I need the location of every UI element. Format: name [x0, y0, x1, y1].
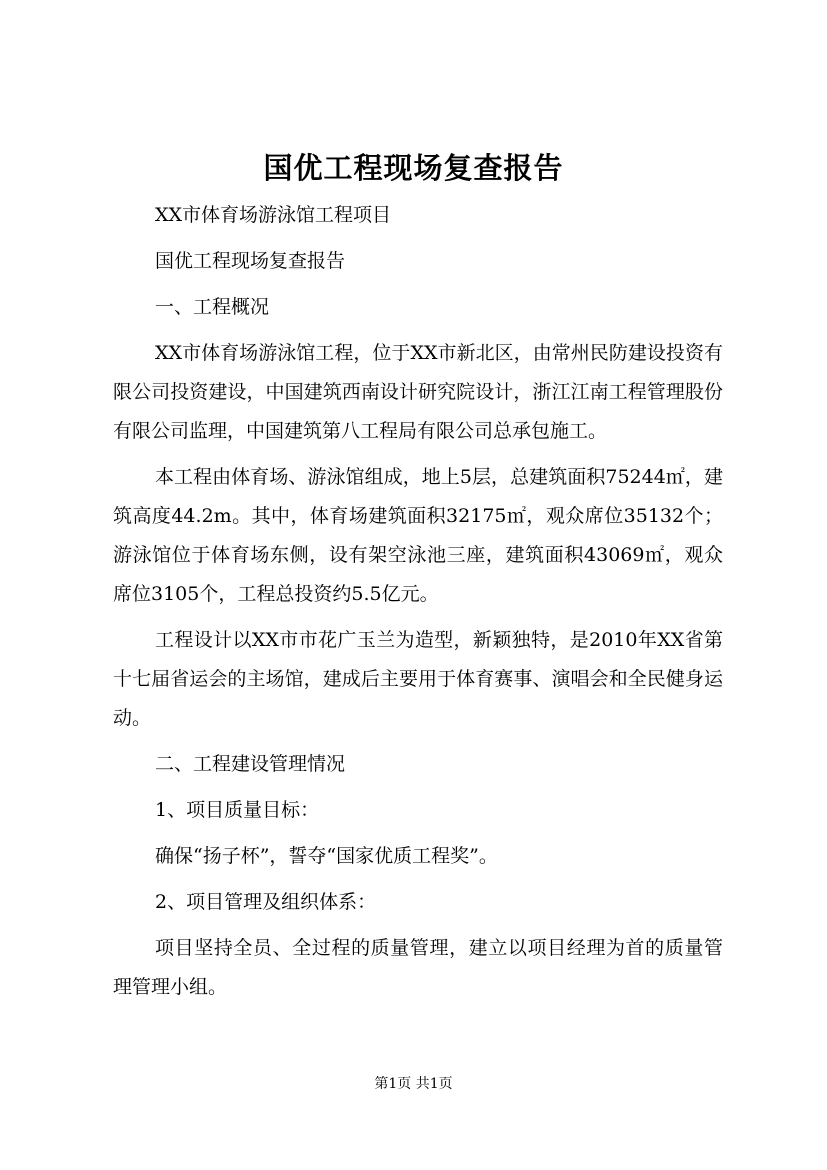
organization-heading: 2、项目管理及组织体系：: [155, 891, 377, 913]
overview-paragraph-2: 本工程由体育场、游泳馆组成，地上5层，总建筑面积75244㎡，建筑高度44.2m。其中，体育场建筑面积32175㎡，观众席位35132个；游泳馆位于体育场东侧，设有架空泳池三座，建筑面积43069㎡，观众席位3105个，工程总投资约5.5亿元。: [113, 466, 723, 605]
overview-paragraph-3: 工程设计以XX市市花广玉兰为造型，新颖独特，是2010年XX省第十七届省运会的主场馆，建成后主要用于体育赛事、演唱会和全民健身运动。: [113, 629, 723, 729]
organization-paragraph: 项目坚持全员、全过程的质量管理，建立以项目经理为首的质量管理管理小组。: [113, 937, 723, 998]
overview-paragraph-1: XX市体育场游泳馆工程，位于XX市新北区，由常州民防建设投资有限公司投资建设，中国建筑西南设计研究院设计，浙江江南工程管理股份有限公司监理，中国建筑第八工程局有限公司总承包施工。: [113, 342, 723, 442]
page-footer: 第1页 共1页: [374, 1076, 453, 1092]
quality-goal-paragraph: 确保“扬子杯”，誓夺“国家优质工程奖”。: [155, 845, 498, 867]
quality-goal-heading: 1、项目质量目标：: [155, 799, 320, 821]
section-heading-overview: 一、工程概况: [155, 296, 270, 318]
project-name-paragraph: XX市体育场游泳馆工程项目: [155, 204, 392, 226]
section-heading-management: 二、工程建设管理情况: [155, 753, 346, 775]
document-title: 国优工程现场复查报告: [263, 151, 564, 185]
document-body: [113, 196, 723, 1014]
report-subtitle-paragraph: 国优工程现场复查报告: [155, 250, 346, 272]
